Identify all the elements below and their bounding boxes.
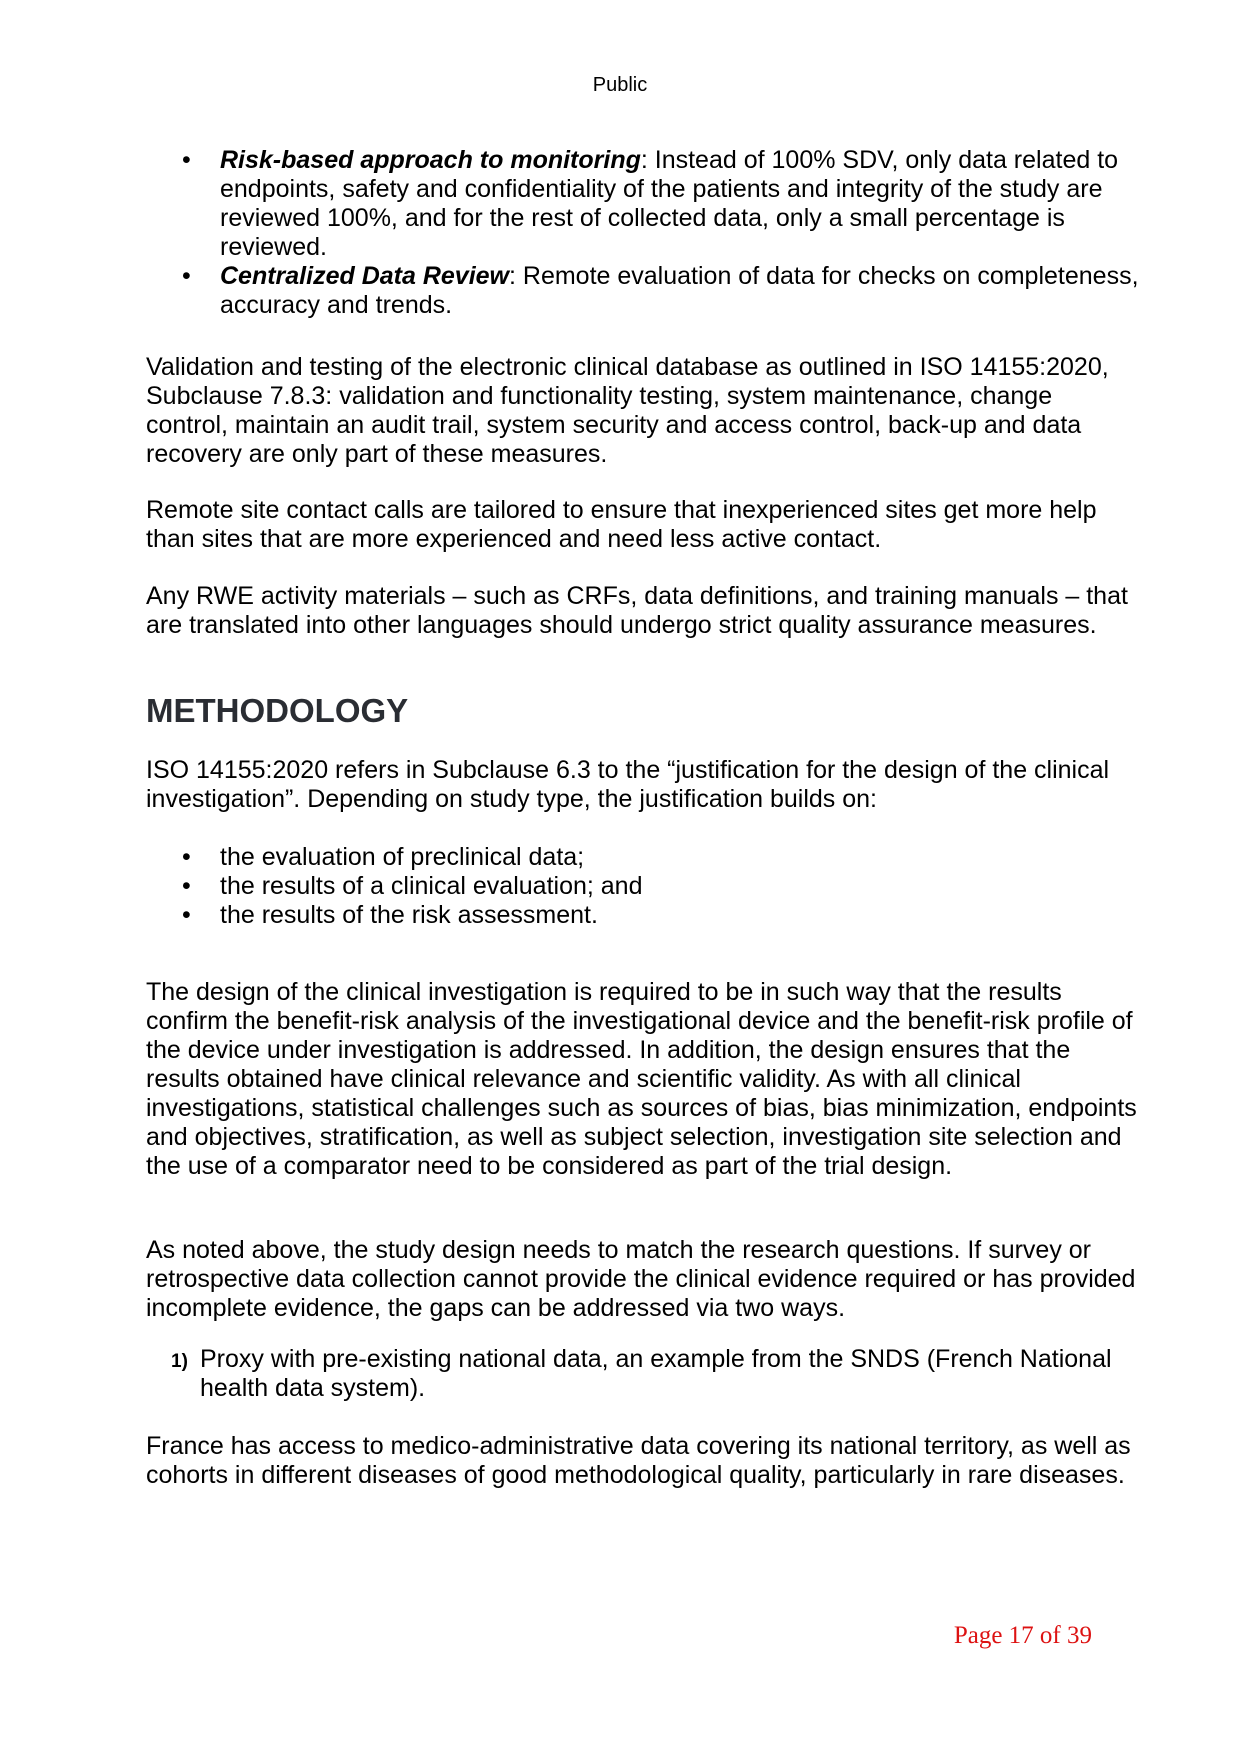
methodology-bullet-list: [146, 843, 1141, 930]
paragraph-france: France has access to medico-administrative data covering its national territory, as well as cohorts in different diseases of good methodological quality, particularly in rare diseases.: [146, 1432, 1131, 1489]
list-item: [146, 1345, 1141, 1403]
paragraph-design: The design of the clinical investigation is required to be in such way that the results confirm the benefit-risk analysis of the investigational device and the benefit-risk profile of the device under investigation is addressed. In addition, the design ensures that the results obtained have clinical relevance and scientific validity. As with all clinical investigations, statistical challenges such as sources of bias, bias minimization, endpoints and objectives, stratification, as well as subject selection, investigation site selection and the use of a comparator need to be considered as part of the trial design.: [146, 978, 1137, 1180]
page-header-classification: Public: [592, 74, 648, 96]
bullet-body-text: the results of the risk assessment.: [220, 901, 598, 929]
list-item: [146, 146, 1141, 262]
paragraph-rwe-materials: Any RWE activity materials – such as CRFs, data definitions, and training manuals – that are translated into other languages should undergo strict quality assurance measures.: [146, 582, 1128, 639]
bullet-body-text: the results of a clinical evaluation; and: [220, 872, 643, 900]
page-number-footer: Page 17 of 39: [953, 1622, 1092, 1649]
paragraph-validation: Validation and testing of the electronic clinical database as outlined in ISO 14155:2020, Subclause 7.8.3: validation and functionality testing, system maintenance, change control, maintain an audit trail, system security and access control, back-up and data recovery are only part of these measures.: [146, 353, 1109, 468]
section-heading-methodology: METHODOLOGY: [146, 692, 409, 729]
numbered-list: [146, 1345, 1141, 1403]
number-marker: 1): [171, 1351, 188, 1372]
paragraph-iso-justification: ISO 14155:2020 refers in Subclause 6.3 to the “justification for the design of the clinical investigation”. Depending on study type, the justification builds on:: [146, 756, 1110, 813]
list-item: [146, 901, 1141, 930]
list-item: [146, 872, 1141, 901]
bullet-icon: •: [182, 872, 191, 900]
list-item: [146, 262, 1141, 320]
bullet-lead-text: Risk-based approach to monitoring: [220, 146, 641, 174]
list-item: [146, 843, 1141, 872]
bullet-icon: •: [182, 843, 191, 871]
bullet-icon: •: [182, 262, 191, 290]
bullet-body-text: the evaluation of preclinical data;: [220, 843, 585, 871]
bullet-icon: •: [182, 901, 191, 929]
bullet-body-text: : Instead of 100% SDV, only data related to endpoints, safety and confidentiality of the patients and integrity of the study are reviewed 100%, and for the rest of collected data, only a small percentage is reviewed.: [220, 146, 1119, 261]
paragraph-remote-contact: Remote site contact calls are tailored to ensure that inexperienced sites get more help than sites that are more experienced and need less active contact.: [146, 496, 1097, 553]
numbered-body-text: Proxy with pre-existing national data, an example from the SNDS (French National health data system).: [200, 1345, 1112, 1402]
bullet-body-text: : Remote evaluation of data for checks on completeness, accuracy and trends.: [220, 262, 1139, 319]
paragraph-as-noted: As noted above, the study design needs to match the research questions. If survey or retrospective data collection cannot provide the clinical evidence required or has provided incomplete evidence, the gaps can be addressed via two ways.: [146, 1236, 1136, 1322]
bullet-icon: •: [182, 146, 191, 174]
bullet-lead-text: Centralized Data Review: [220, 262, 509, 290]
top-bullet-list: [146, 146, 1141, 320]
